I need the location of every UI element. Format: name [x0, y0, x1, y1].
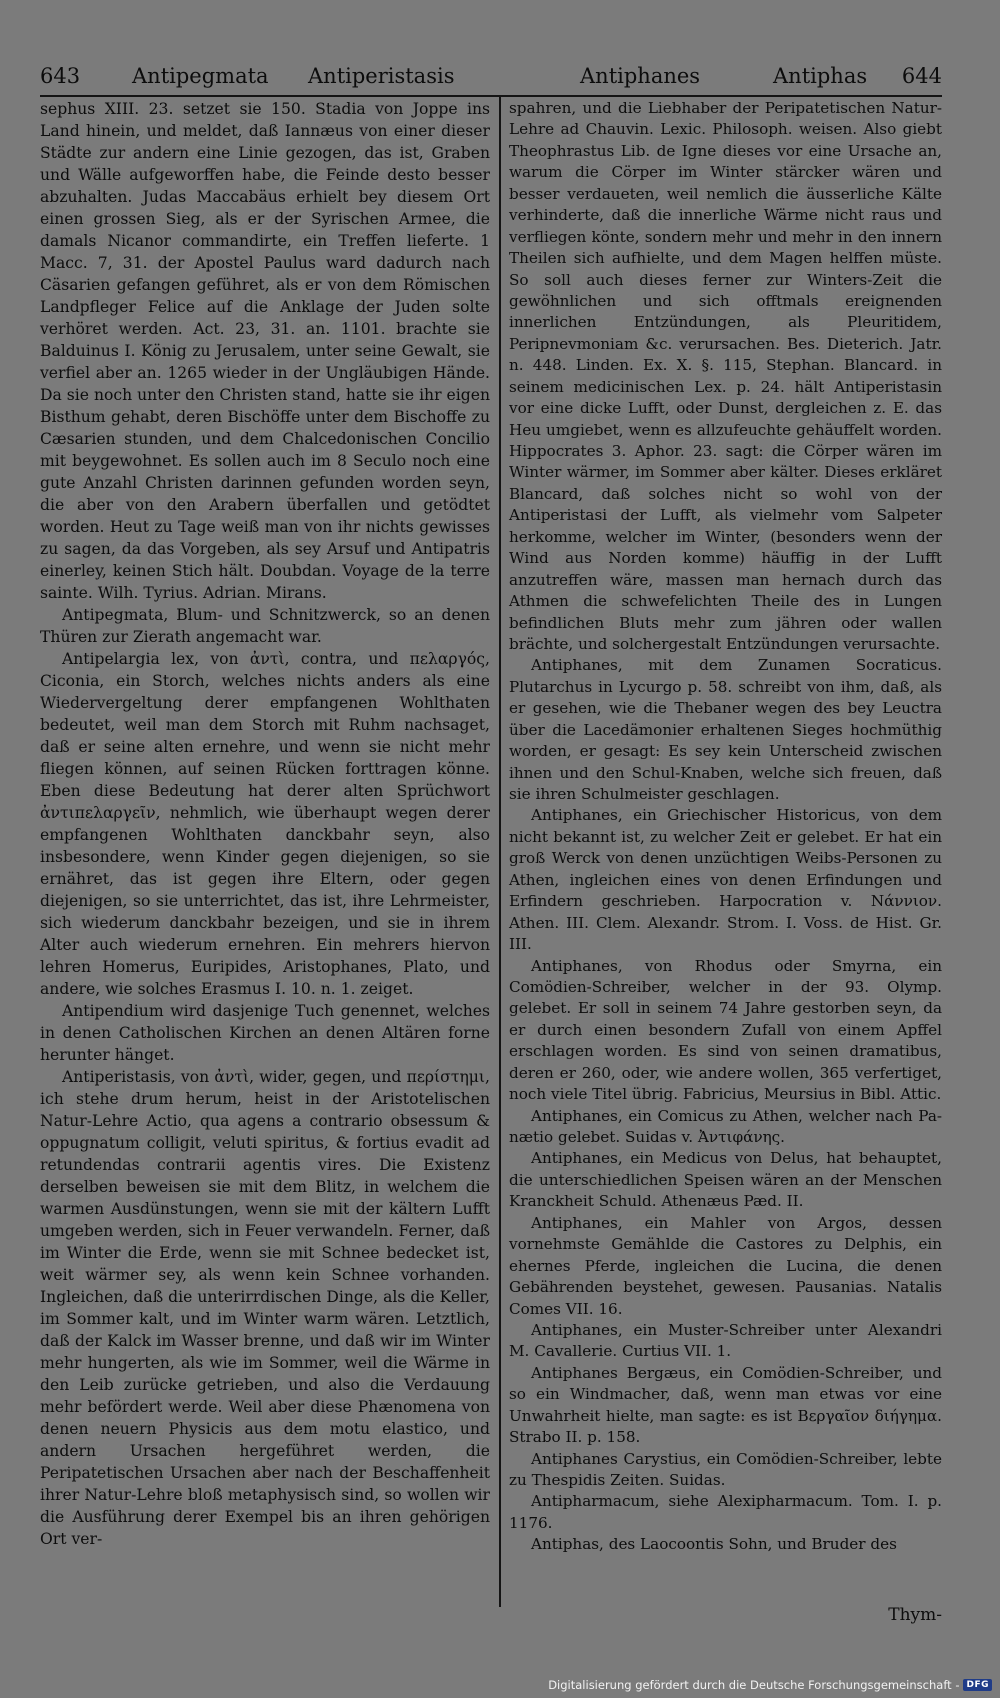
left-entry: Antipegmata, Blum- und Schnitzwerck, so an denen Thüren zur Zierath angemacht war.: [40, 606, 490, 646]
right-entry: Antiphanes, ein Muster-Schreiber unter Alexandri M. Cavallerie. Curtius VII. 1.: [509, 1320, 942, 1361]
running-head-left-2: Antiperistasis: [308, 64, 455, 88]
page-header: [40, 60, 942, 92]
page-number-right: 644: [901, 64, 942, 88]
left-entry: Antipendium wird dasjenige Tuch genennet, welches in denen Catholischen Kirchen an denen Altären forne herunter hänget.: [40, 1002, 490, 1064]
right-entry: Antiphanes Carystius, ein Comödien-Schreiber, lebte zu Thespidis Zeiten. Suidas.: [509, 1449, 942, 1489]
left-column: [40, 98, 490, 1550]
dfg-logo: DFG: [963, 1679, 992, 1691]
digitization-credit: [548, 1678, 992, 1692]
right-entry: Antiphanes, ein Mahler von Argos, dessen vornehmste Gemählde die Castores zu Delphis, ein ehernes Pferde, ingleichen die Lucina, die denen Gebährenden beystehet, gewesen. Pausanias. Natalis Comes VII. 16.: [509, 1213, 942, 1318]
running-head-left-1: Antipegmata: [132, 64, 269, 88]
left-entry: Antiperistasis, von ἀντὶ, wider, gegen, und περίστημι, ich stehe drum herum, heist in der Aristotelischen Natur-Lehre Actio, qua agens a contrario obsessum & oppugnatum colligit, veluti spiritus, & fortius evadit ad retundendas contrarii agentis vires. Die Existenz derselben beweisen sie mit dem Blitz, in welchem die warmen Ausdünstungen, wenn sie mit der kältern Lufft umgeben werden, sich in Feuer verwandeln. Ferner, daß im Winter die Erde, wenn sie mit Schnee bedecket ist, weit wärmer sey, als wenn kein Schnee vorhanden. Ingleichen, daß die unterirrdischen Dinge, als die Keller, im Sommer kalt, und im Winter warm wären. Letztlich, daß der Kalck im Wasser brenne, und daß wir im Winter mehr hungerten, als wie im Sommer, weil die Wärme in den Leib zurücke getrieben, und also die Verdauung mehr befördert werde. Weil aber diese Phænomena von denen neuern Physicis aus dem motu elastico, und andern Ursachen hergeführet werden, die Peripatetischen Ursachen aber nach der Beschaffenheit ihrer Natur-Lehre bloß metaphysisch sind, so wollen wir die Ausführung derer Exempel bis an ihren gehörigen Ort ver-: [40, 1068, 490, 1548]
right-entry: Antiphanes, ein Comicus zu Athen, welcher nach Pa-nætio gelebet. Suidas v. Ἀντιφάνης.: [509, 1106, 942, 1146]
page-number-left: 643: [40, 64, 81, 88]
right-entry: Antiphanes, ein Griechischer Historicus, von dem nicht bekannt ist, zu welcher Zeit er gelebet. Er hat ein groß Werck von denen unzüchtigen Weibs-Personen zu Athen, ingleichen eines von denen Erfindungen und Erfindern geschrieben. Harpocration v. Νάννιον. Athen. III. Clem. Alexandr. Strom. I. Voss. de Hist. Gr. III.: [509, 806, 942, 954]
left-entry-continued: sephus XIII. 23. setzet sie 150. Stadia von Joppe ins Land hinein, und meldet, daß Iannæus von einer dieser Städte zur andern eine Linie gezogen, das ist, Graben und Wälle aufgeworffen habe, die Feinde desto besser abzuhalten. Judas Maccabäus erhielt bey diesem Ort einen grossen Sieg, als er der Syrischen Armee, die damals Nicanor commandirte, ein Treffen lieferte. 1 Macc. 7, 31. der Apostel Paulus ward dadurch nach Cäsarien gefangen geführet, als er von dem Römischen Landpfleger Felice auf die Anklage der Juden solte verhöret werden. Act. 23, 31. an. 1101. brachte sie Balduinus I. König zu Jerusalem, unter seine Gewalt, sie verfiel aber an. 1265 wieder in der Ungläubigen Hände. Da sie noch unter den Christen stand, hatte sie ihr eigen Bisthum gehabt, deren Bischöffe unter dem Bischoffe zu Cæsarien stunden, und dem Chalcedonischen Concilio mit beygewohnet. Es sollen auch im 8 Seculo noch eine gute Anzahl Christen darinnen gefunden worden seyn, die aber von den Arabern überfallen und getödtet worden. Heut zu Tage weiß man von ihr nichts gewisses zu sagen, da das Vorgeben, als sey Arsuf und Antipatris einerley, keinen Stich hält. Doubdan. Voyage de la terre sainte. Wilh. Tyrius. Adrian. Mirans.: [40, 100, 490, 602]
column-divider: [499, 97, 501, 1607]
running-head-right-2: Antiphas: [773, 64, 868, 88]
catchword: Thym-: [888, 1605, 942, 1625]
header-rule: [40, 95, 942, 97]
credit-text: Digitalisierung gefördert durch die Deutsche Forschungsgemeinschaft -: [548, 1678, 960, 1692]
right-column: [509, 98, 942, 1556]
running-head-right-1: Antiphanes: [580, 64, 701, 88]
right-entry: Antiphanes, von Rhodus oder Smyrna, ein Comödien-Schreiber, welcher in der 93. Olymp. gelebet. Er soll in seinem 74 Jahre gestorben seyn, da er durch einen besondern Zufall von einem Apffel erschlagen worden. Es sind von seinen dramatibus, deren er 260, oder, wie andere wollen, 365 verfertiget, noch viele Titel übrig. Fabricius, Meursius in Bibl. Attic.: [509, 956, 942, 1104]
left-entry: Antipelargia lex, von ἀντὶ, contra, und πελαργός, Ciconia, ein Storch, welches nichts anders als eine Wiedervergeltung derer empfangenen Wohlthaten bedeutet, weil man dem Storch mit Ruhm nachsaget, daß er seine alten ernehre, und wenn sie nicht mehr fliegen können, auf seinen Rücken forttragen könne. Eben diese Bedeutung hat derer alten Sprüchwort ἀντιπελαργεῖν, nehmlich, wie überhaupt wegen derer empfangenen Wohlthaten danckbahr seyn, also insbesondere, wenn Kinder gegen diejenigen, so sie ernähret, das ist gegen ihre Eltern, oder gegen diejenigen, so sie unterrichtet, das ist, ihre Lehrmeister, sich wiederum danckbahr bezeigen, und sie in ihrem Alter auch wiederum ernehren. Ein mehrers hiervon lehren Homerus, Euripides, Aristophanes, Plato, und andere, wie solches Erasmus I. 10. n. 1. zeiget.: [40, 650, 490, 998]
right-entry: Antiphanes Bergæus, ein Comödien-Schreiber, und so ein Windmacher, daß, wenn man etwas vor eine Unwahrheit hielte, man sagte: es ist Βεργαῖον διήγημα. Strabo II. p. 158.: [509, 1363, 942, 1447]
right-entry: Antipharmacum, siehe Alexipharmacum. Tom. I. p. 1176.: [509, 1492, 942, 1532]
right-entry-continued: spahren, und die Liebhaber der Peripatetischen Natur-Lehre ad Chauvin. Lexic. Philosoph. weisen. Also giebt Theophrastus Lib. de Igne dieses vor eine Ursache an, warum die Cörper im Winter stärcker wären und besser verdaueten, weil nemlich die äusserliche Kälte verhinderte, daß die innerliche Wärme nicht raus und verfliegen könte, sondern mehr und mehr in den innern Theilen sich aufhielte, und dem Magen helffen müste. So soll auch dieses ferner zur Winters-Zeit die gewöhnlichen und sich offtmals ereignenden innerlichen Entzündungen, als Pleuritidem, Peripnevmoniam &c. verursachen. Bes. Dieterich. Jatr. n. 448. Linden. Ex. X. §. 115, Stephan. Blancard. in seinem medicinischen Lex. p. 24. hält Antiperistasin vor eine dicke Lufft, oder Dunst, dergleichen z. E. das Heu umgiebet, wenn es allzufeuchte gehäuffelt worden. Hippocrates 3. Aphor. 23. sagt: die Cörper wären im Winter wärmer, im Sommer aber kälter. Dieses erkläret Blancard, daß solches nicht so wohl von der Antiperistasi der Lufft, als vielmehr vom Salpeter herkomme, welcher im Winter, (besonders wenn der Wind aus Norden komme) häuffig in der Lufft anzutreffen wäre, massen man hernach durch das Athmen die schwefelichten Theile des in Lungen befindlichen Bluts mehr zum jähren oder wallen brächte, und solchergestalt Entzündungen verursachte.: [509, 99, 942, 653]
right-entry: Antiphanes, ein Medicus von Delus, hat behauptet, die unterschiedlichen Speisen wären an der Menschen Kranckheit Schuld. Athenæus Pæd. II.: [509, 1149, 942, 1211]
right-entry: Antiphanes, mit dem Zunamen Socraticus. Plutarchus in Lycurgo p. 58. schreibt von ihm, daß, als er gesehen, wie die Thebaner wegen des bey Leuctra über die Lacedämonier erhaltenen Sieges hochmüthig worden, er gesagt: Es sey kein Unterscheid zwischen ihnen und den Schul-Knaben, welche sich freuen, daß sie ihren Schulmeister geschlagen.: [509, 656, 942, 803]
right-entry: Antiphas, des Laocoontis Sohn, und Bruder des: [531, 1535, 897, 1554]
